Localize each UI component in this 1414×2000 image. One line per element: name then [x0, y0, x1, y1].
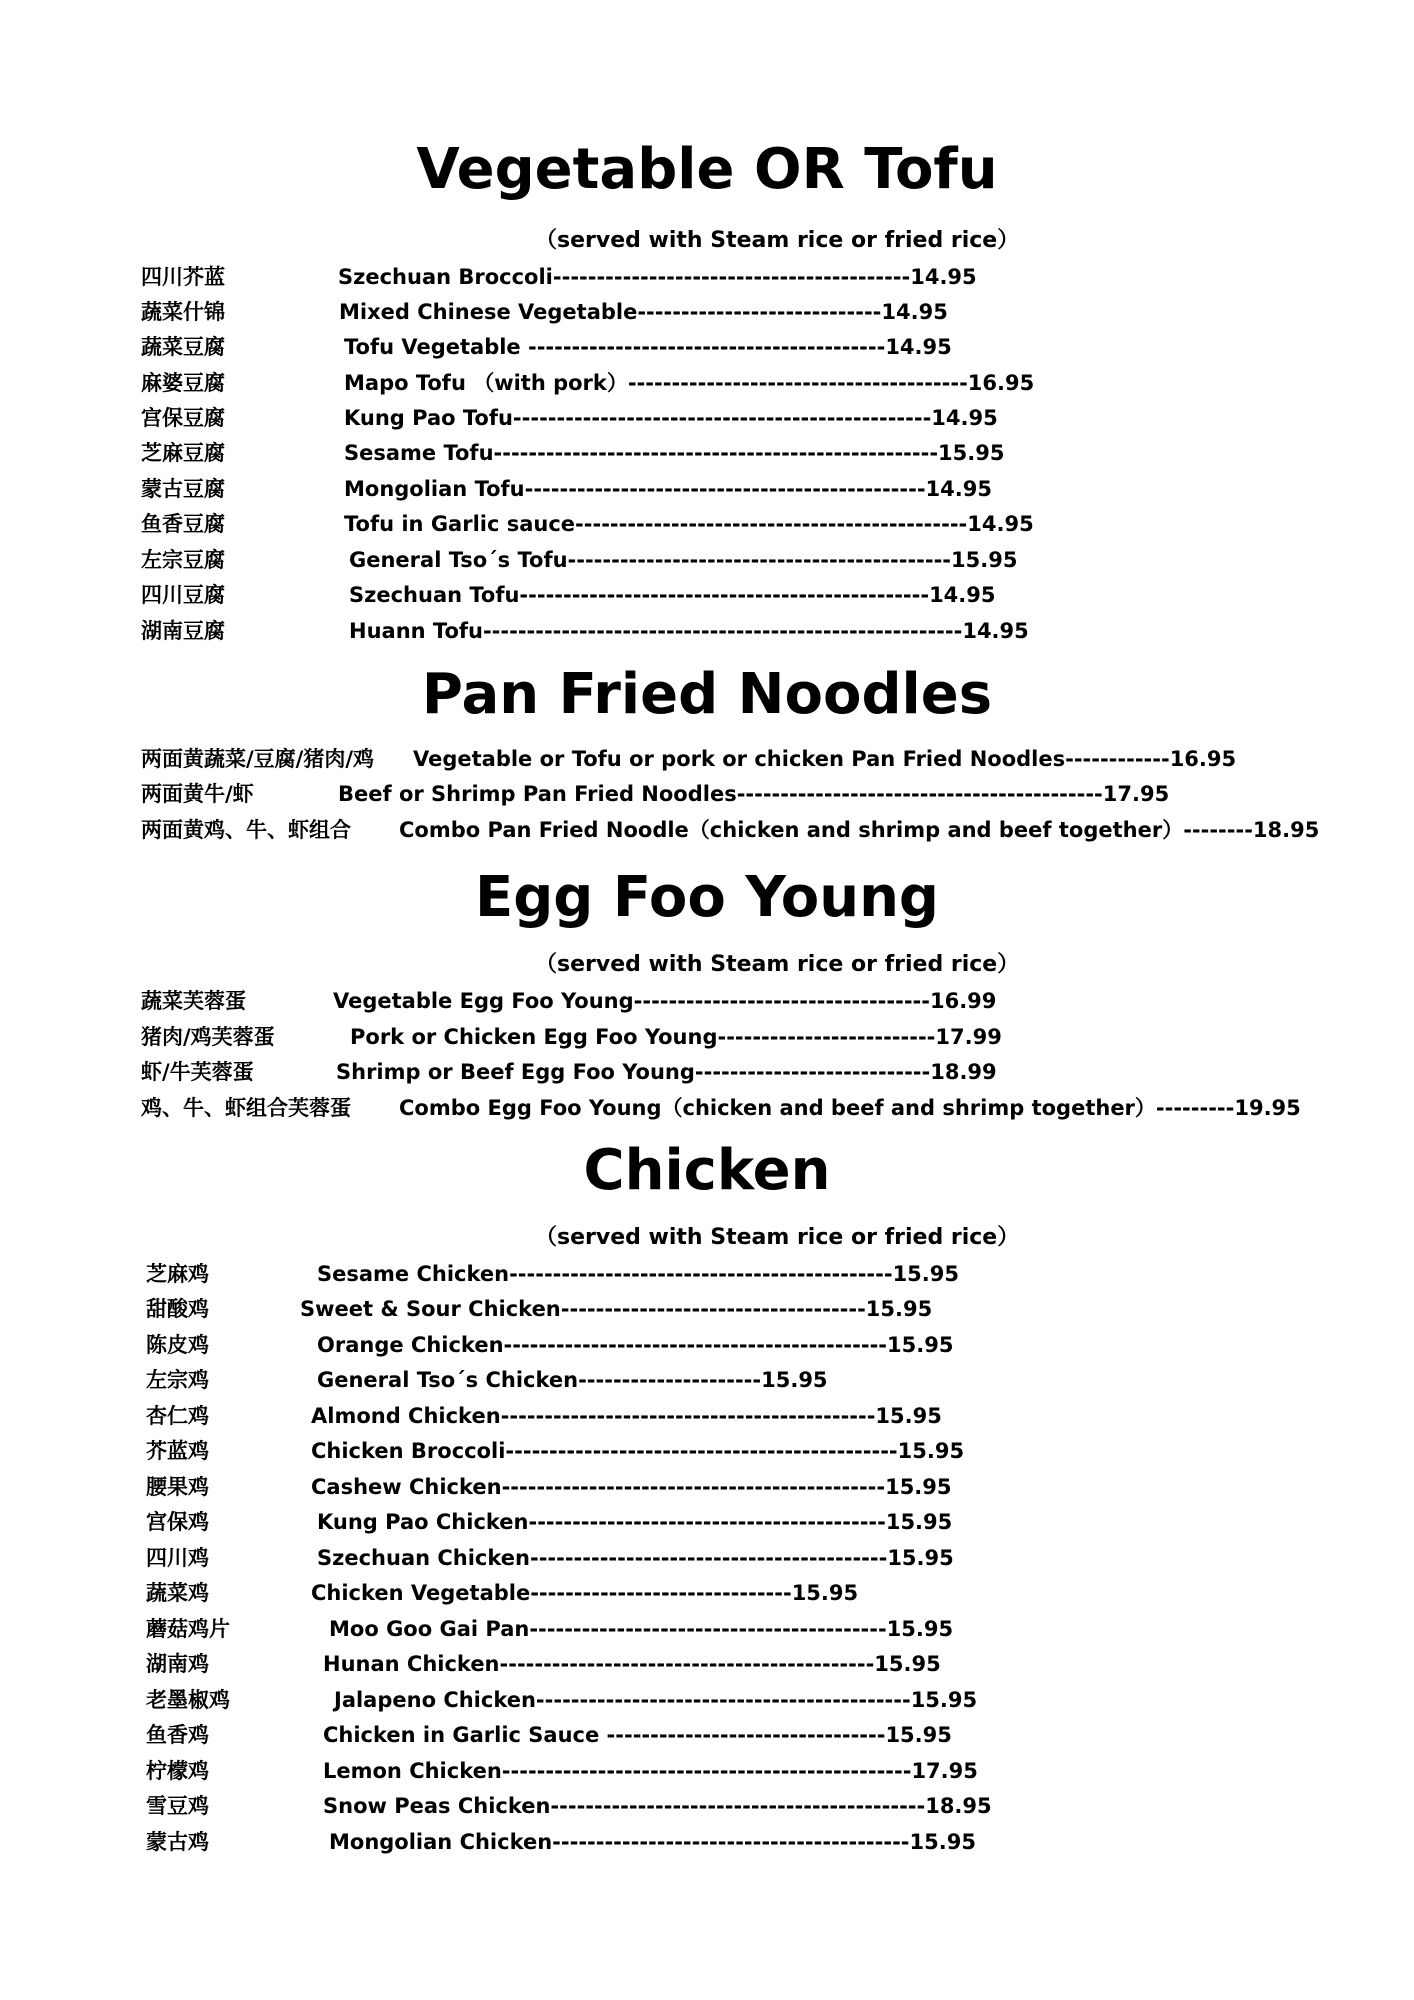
- section-note-vegetable-tofu: （served with Steam rice or fried rice）: [535, 228, 1020, 253]
- item-chinese-name: 四川豆腐: [141, 583, 225, 607]
- item-chinese-name: 蔬菜鸡: [146, 1581, 209, 1605]
- item-english-name-price: Sesame Chicken--------------------------------------------15.95: [317, 1262, 959, 1286]
- item-english-name-price: Mongolian Tofu----------------------------------------------14.95: [344, 477, 992, 501]
- item-english-name-price: Orange Chicken--------------------------------------------15.95: [317, 1333, 954, 1357]
- item-chinese-name: 湖南鸡: [146, 1652, 209, 1676]
- item-chinese-name: 甜酸鸡: [146, 1297, 209, 1321]
- item-english-name-price: Almond Chicken-------------------------------------------15.95: [311, 1404, 942, 1428]
- item-english-name-price: Combo Pan Fried Noodle（chicken and shrimp and beef together）--------18.95: [399, 818, 1320, 842]
- section-title-pan-fried-noodles: Pan Fried Noodles: [421, 662, 993, 727]
- item-english-name-price: Tofu Vegetable -----------------------------------------14.95: [344, 335, 952, 359]
- item-english-name-price: Vegetable or Tofu or pork or chicken Pan Fried Noodles------------16.95: [413, 747, 1237, 771]
- item-chinese-name: 芥蓝鸡: [146, 1439, 209, 1463]
- item-chinese-name: 陈皮鸡: [146, 1333, 209, 1357]
- item-english-name-price: General Tso´s Chicken---------------------15.95: [317, 1368, 828, 1392]
- item-chinese-name: 蔬菜芙蓉蛋: [141, 989, 246, 1013]
- item-chinese-name: 芝麻鸡: [146, 1262, 209, 1286]
- item-english-name-price: Cashew Chicken--------------------------------------------15.95: [311, 1475, 952, 1499]
- item-chinese-name: 杏仁鸡: [146, 1404, 209, 1428]
- item-english-name-price: Szechuan Broccoli-----------------------------------------14.95: [338, 265, 977, 289]
- item-chinese-name: 蒙古豆腐: [141, 477, 225, 501]
- item-english-name-price: Kung Pao Chicken-----------------------------------------15.95: [317, 1510, 953, 1534]
- item-chinese-name: 蘑菇鸡片: [146, 1617, 230, 1641]
- item-chinese-name: 鸡、牛、虾组合芙蓉蛋: [141, 1096, 351, 1120]
- item-chinese-name: 四川芥蓝: [141, 265, 225, 289]
- item-english-name-price: Beef or Shrimp Pan Fried Noodles------------------------------------------17.95: [338, 782, 1170, 806]
- section-title-vegetable-tofu: Vegetable OR Tofu: [416, 137, 998, 202]
- item-chinese-name: 宫保豆腐: [141, 406, 225, 430]
- item-english-name-price: Sesame Tofu---------------------------------------------------15.95: [344, 441, 1005, 465]
- item-chinese-name: 猪肉/鸡芙蓉蛋: [141, 1025, 275, 1049]
- item-chinese-name: 蔬菜什锦: [141, 300, 225, 324]
- item-english-name-price: Chicken in Garlic Sauce --------------------------------15.95: [323, 1723, 952, 1747]
- item-chinese-name: 四川鸡: [146, 1546, 209, 1570]
- item-english-name-price: Lemon Chicken-----------------------------------------------17.95: [323, 1759, 978, 1783]
- item-chinese-name: 左宗鸡: [146, 1368, 209, 1392]
- item-english-name-price: Snow Peas Chicken-------------------------------------------18.95: [323, 1794, 992, 1818]
- item-english-name-price: Szechuan Chicken-----------------------------------------15.95: [317, 1546, 954, 1570]
- item-english-name-price: Mongolian Chicken-----------------------------------------15.95: [329, 1830, 976, 1854]
- item-english-name-price: Jalapeno Chicken-------------------------------------------15.95: [334, 1688, 978, 1712]
- item-chinese-name: 柠檬鸡: [146, 1759, 209, 1783]
- item-chinese-name: 蔬菜豆腐: [141, 335, 225, 359]
- section-note-egg-foo-young: （served with Steam rice or fried rice）: [535, 952, 1020, 977]
- item-chinese-name: 鱼香鸡: [146, 1723, 209, 1747]
- item-chinese-name: 宫保鸡: [146, 1510, 209, 1534]
- item-english-name-price: Mixed Chinese Vegetable----------------------------14.95: [339, 300, 948, 324]
- item-english-name-price: General Tso´s Tofu--------------------------------------------15.95: [349, 548, 1018, 572]
- section-title-egg-foo-young: Egg Foo Young: [474, 865, 940, 930]
- item-chinese-name: 老墨椒鸡: [146, 1688, 230, 1712]
- section-title-chicken: Chicken: [583, 1138, 831, 1203]
- item-english-name-price: Moo Goo Gai Pan-----------------------------------------15.95: [329, 1617, 954, 1641]
- item-chinese-name: 左宗豆腐: [141, 548, 225, 572]
- item-chinese-name: 湖南豆腐: [141, 619, 225, 643]
- item-english-name-price: Shrimp or Beef Egg Foo Young---------------------------18.99: [336, 1060, 997, 1084]
- item-english-name-price: Hunan Chicken-------------------------------------------15.95: [323, 1652, 941, 1676]
- item-english-name-price: Chicken Broccoli---------------------------------------------15.95: [311, 1439, 965, 1463]
- item-chinese-name: 两面黄蔬菜/豆腐/猪肉/鸡: [141, 747, 375, 771]
- item-chinese-name: 虾/牛芙蓉蛋: [141, 1060, 254, 1084]
- item-chinese-name: 麻婆豆腐: [141, 371, 225, 395]
- item-english-name-price: Szechuan Tofu-----------------------------------------------14.95: [349, 583, 996, 607]
- item-english-name-price: Sweet & Sour Chicken-----------------------------------15.95: [300, 1297, 933, 1321]
- item-chinese-name: 腰果鸡: [146, 1475, 209, 1499]
- item-chinese-name: 蒙古鸡: [146, 1830, 209, 1854]
- item-chinese-name: 鱼香豆腐: [141, 512, 225, 536]
- item-english-name-price: Mapo Tofu （with pork）---------------------------------------16.95: [344, 371, 1035, 395]
- item-chinese-name: 雪豆鸡: [146, 1794, 209, 1818]
- item-english-name-price: Chicken Vegetable------------------------------15.95: [311, 1581, 859, 1605]
- section-note-chicken: （served with Steam rice or fried rice）: [535, 1225, 1020, 1250]
- item-english-name-price: Pork or Chicken Egg Foo Young-------------------------17.99: [350, 1025, 1002, 1049]
- item-english-name-price: Huann Tofu-------------------------------------------------------14.95: [349, 619, 1029, 643]
- item-chinese-name: 两面黄牛/虾: [141, 782, 254, 806]
- item-english-name-price: Vegetable Egg Foo Young----------------------------------16.99: [333, 989, 997, 1013]
- item-english-name-price: Combo Egg Foo Young（chicken and beef and shrimp together）---------19.95: [399, 1096, 1301, 1120]
- item-english-name-price: Kung Pao Tofu------------------------------------------------14.95: [344, 406, 998, 430]
- item-english-name-price: Tofu in Garlic sauce---------------------------------------------14.95: [344, 512, 1034, 536]
- item-chinese-name: 芝麻豆腐: [141, 441, 225, 465]
- item-chinese-name: 两面黄鸡、牛、虾组合: [141, 818, 351, 842]
